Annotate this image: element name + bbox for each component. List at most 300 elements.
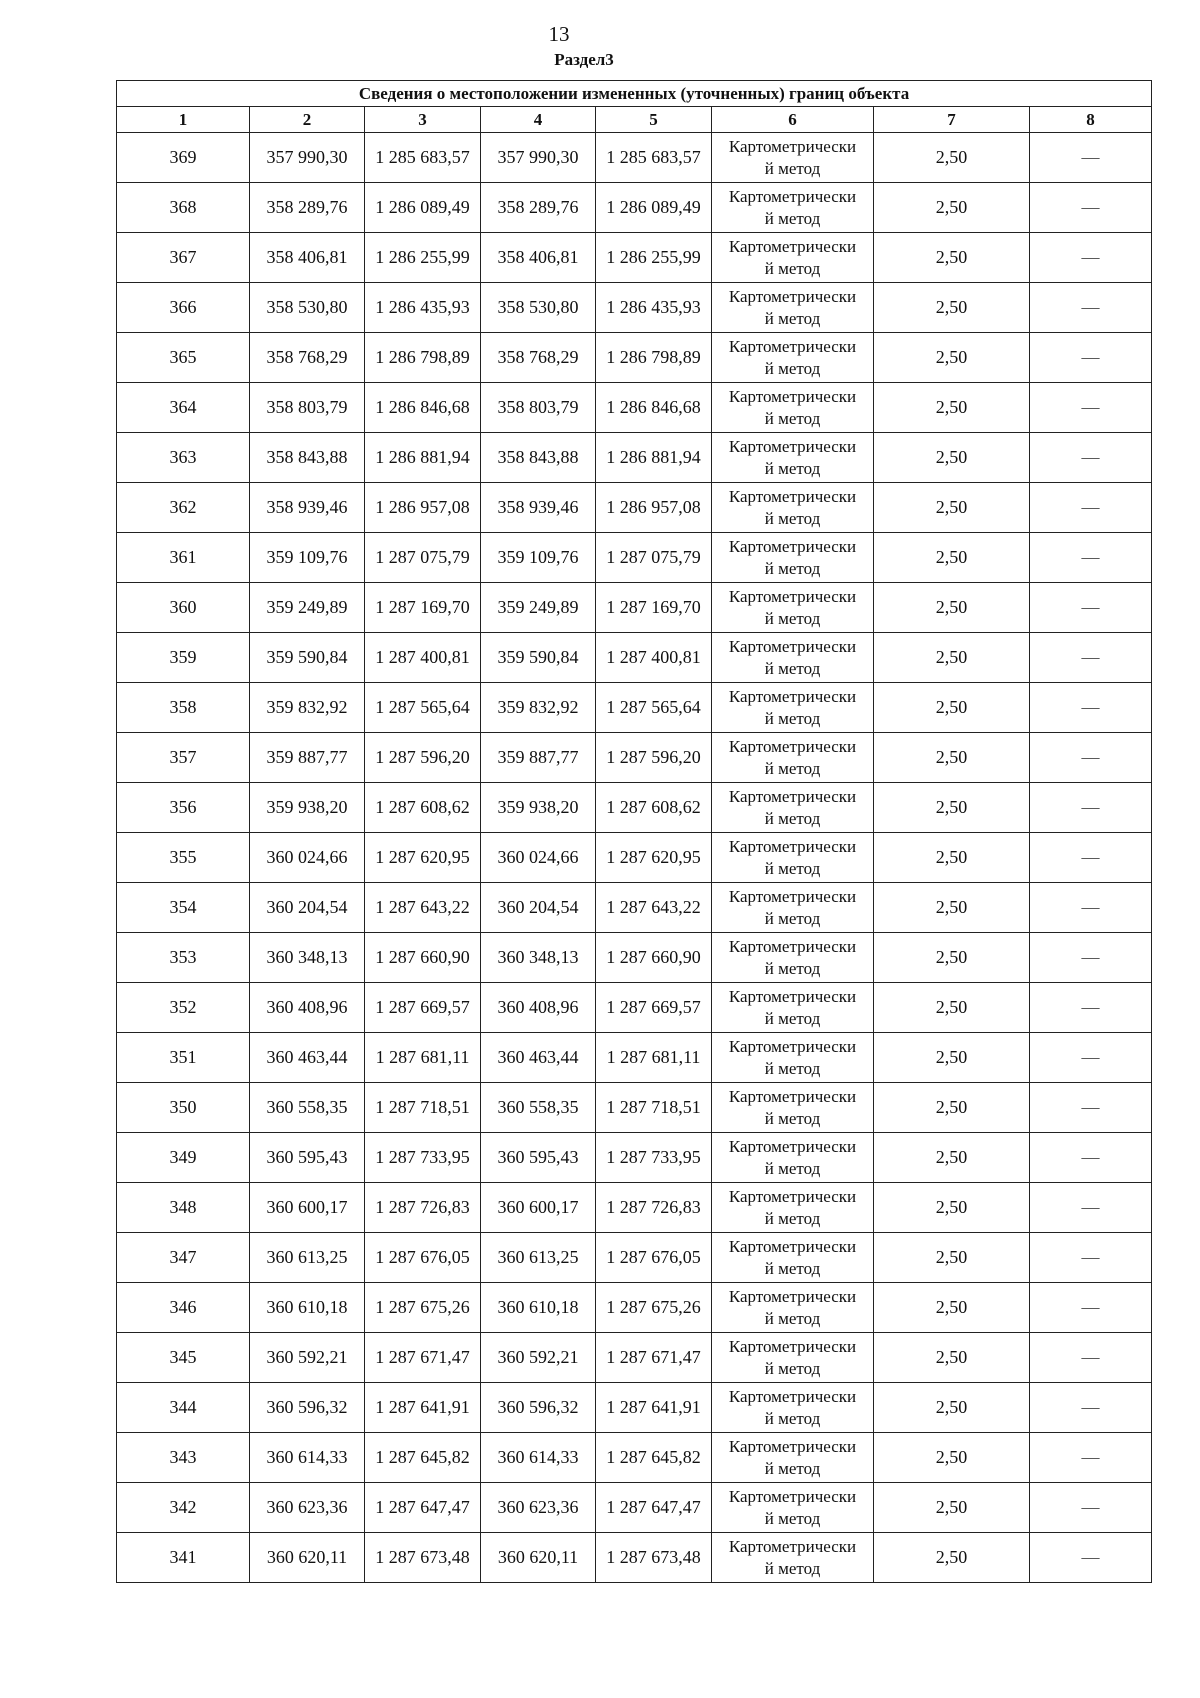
point-number-cell: 360 — [117, 583, 250, 633]
y-updated-cell: 1 286 089,49 — [596, 183, 712, 233]
method-cell — [712, 1383, 874, 1433]
x-existing-cell: 360 204,54 — [250, 883, 365, 933]
x-updated-cell: 360 623,36 — [481, 1483, 596, 1533]
y-existing-cell: 1 286 089,49 — [365, 183, 481, 233]
y-updated-cell: 1 287 733,95 — [596, 1133, 712, 1183]
point-number-cell: 363 — [117, 433, 250, 483]
description-cell: — — [1030, 833, 1152, 883]
x-existing-cell: 360 463,44 — [250, 1033, 365, 1083]
description-cell: — — [1030, 1533, 1152, 1583]
point-number-cell: 352 — [117, 983, 250, 1033]
y-updated-cell: 1 287 075,79 — [596, 533, 712, 583]
y-updated-cell: 1 287 681,11 — [596, 1033, 712, 1083]
column-number: 2 — [250, 107, 365, 133]
point-number-cell: 349 — [117, 1133, 250, 1183]
x-existing-cell: 358 530,80 — [250, 283, 365, 333]
x-existing-cell: 358 803,79 — [250, 383, 365, 433]
x-existing-cell: 360 348,13 — [250, 933, 365, 983]
method-cell — [712, 1083, 874, 1133]
method-line-2: й метод — [764, 1208, 821, 1228]
table-body — [117, 133, 1152, 1583]
point-number-cell: 369 — [117, 133, 250, 183]
y-existing-cell: 1 287 596,20 — [365, 733, 481, 783]
y-updated-cell: 1 287 643,22 — [596, 883, 712, 933]
point-number-cell: 359 — [117, 633, 250, 683]
method-line-2: й метод — [764, 208, 821, 228]
y-existing-cell: 1 287 643,22 — [365, 883, 481, 933]
description-cell: — — [1030, 933, 1152, 983]
method-cell — [712, 483, 874, 533]
x-existing-cell: 358 768,29 — [250, 333, 365, 383]
method-line-2: й метод — [764, 508, 821, 528]
accuracy-cell: 2,50 — [874, 633, 1030, 683]
y-existing-cell: 1 287 400,81 — [365, 633, 481, 683]
accuracy-cell: 2,50 — [874, 383, 1030, 433]
method-line-1: Картометрически — [728, 786, 857, 806]
accuracy-cell: 2,50 — [874, 733, 1030, 783]
y-updated-cell: 1 287 726,83 — [596, 1183, 712, 1233]
description-cell: — — [1030, 433, 1152, 483]
method-cell — [712, 133, 874, 183]
method-line-2: й метод — [764, 408, 821, 428]
description-cell: — — [1030, 1033, 1152, 1083]
x-updated-cell: 358 768,29 — [481, 333, 596, 383]
y-existing-cell: 1 285 683,57 — [365, 133, 481, 183]
method-line-1: Картометрически — [728, 1536, 857, 1556]
accuracy-cell: 2,50 — [874, 483, 1030, 533]
method-line-2: й метод — [764, 258, 821, 278]
method-line-2: й метод — [764, 158, 821, 178]
table-row — [117, 1183, 1152, 1233]
x-updated-cell: 359 832,92 — [481, 683, 596, 733]
method-line-1: Картометрически — [728, 1336, 857, 1356]
boundary-coordinates-table — [116, 80, 1152, 1583]
table-row — [117, 833, 1152, 883]
table-row — [117, 583, 1152, 633]
y-existing-cell: 1 287 681,11 — [365, 1033, 481, 1083]
description-cell: — — [1030, 883, 1152, 933]
method-line-1: Картометрически — [728, 1036, 857, 1056]
x-existing-cell: 360 610,18 — [250, 1283, 365, 1333]
table-row — [117, 1083, 1152, 1133]
x-existing-cell: 360 024,66 — [250, 833, 365, 883]
point-number-cell: 347 — [117, 1233, 250, 1283]
y-existing-cell: 1 286 255,99 — [365, 233, 481, 283]
description-cell: — — [1030, 1233, 1152, 1283]
description-cell: — — [1030, 133, 1152, 183]
y-existing-cell: 1 287 620,95 — [365, 833, 481, 883]
x-updated-cell: 360 463,44 — [481, 1033, 596, 1083]
x-updated-cell: 360 610,18 — [481, 1283, 596, 1333]
method-cell — [712, 333, 874, 383]
y-updated-cell: 1 287 641,91 — [596, 1383, 712, 1433]
table-row — [117, 883, 1152, 933]
method-line-2: й метод — [764, 1058, 821, 1078]
y-existing-cell: 1 287 169,70 — [365, 583, 481, 633]
x-existing-cell: 360 592,21 — [250, 1333, 365, 1383]
table-row — [117, 483, 1152, 533]
x-existing-cell: 360 408,96 — [250, 983, 365, 1033]
method-cell — [712, 1233, 874, 1283]
method-line-2: й метод — [764, 1358, 821, 1378]
method-line-2: й метод — [764, 1458, 821, 1478]
method-line-2: й метод — [764, 1108, 821, 1128]
x-updated-cell: 360 204,54 — [481, 883, 596, 933]
method-cell — [712, 1433, 874, 1483]
accuracy-cell: 2,50 — [874, 583, 1030, 633]
method-line-1: Картометрически — [728, 636, 857, 656]
accuracy-cell: 2,50 — [874, 433, 1030, 483]
point-number-cell: 368 — [117, 183, 250, 233]
x-updated-cell: 358 803,79 — [481, 383, 596, 433]
accuracy-cell: 2,50 — [874, 1233, 1030, 1283]
table-row — [117, 183, 1152, 233]
x-updated-cell: 360 592,21 — [481, 1333, 596, 1383]
point-number-cell: 364 — [117, 383, 250, 433]
description-cell: — — [1030, 1083, 1152, 1133]
x-existing-cell: 358 406,81 — [250, 233, 365, 283]
method-line-2: й метод — [764, 808, 821, 828]
table-row — [117, 1333, 1152, 1383]
point-number-cell: 361 — [117, 533, 250, 583]
y-existing-cell: 1 287 641,91 — [365, 1383, 481, 1433]
point-number-cell: 367 — [117, 233, 250, 283]
method-line-1: Картометрически — [728, 1236, 857, 1256]
table-row — [117, 1533, 1152, 1583]
method-line-2: й метод — [764, 458, 821, 478]
table-row — [117, 1033, 1152, 1083]
x-updated-cell: 359 938,20 — [481, 783, 596, 833]
accuracy-cell: 2,50 — [874, 933, 1030, 983]
y-existing-cell: 1 286 881,94 — [365, 433, 481, 483]
method-cell — [712, 933, 874, 983]
method-line-2: й метод — [764, 1558, 821, 1578]
column-number: 4 — [481, 107, 596, 133]
point-number-cell: 351 — [117, 1033, 250, 1083]
y-updated-cell: 1 287 645,82 — [596, 1433, 712, 1483]
y-updated-cell: 1 287 673,48 — [596, 1533, 712, 1583]
method-line-1: Картометрически — [728, 886, 857, 906]
accuracy-cell: 2,50 — [874, 1483, 1030, 1533]
y-existing-cell: 1 286 435,93 — [365, 283, 481, 333]
x-updated-cell: 359 590,84 — [481, 633, 596, 683]
x-updated-cell: 357 990,30 — [481, 133, 596, 183]
description-cell: — — [1030, 1283, 1152, 1333]
column-number: 7 — [874, 107, 1030, 133]
x-updated-cell: 359 249,89 — [481, 583, 596, 633]
point-number-cell: 366 — [117, 283, 250, 333]
y-existing-cell: 1 286 846,68 — [365, 383, 481, 433]
table-row — [117, 383, 1152, 433]
point-number-cell: 354 — [117, 883, 250, 933]
section-title: Раздел3 — [554, 50, 614, 69]
method-cell — [712, 1533, 874, 1583]
method-cell — [712, 433, 874, 483]
description-cell: — — [1030, 1133, 1152, 1183]
description-cell: — — [1030, 383, 1152, 433]
x-existing-cell: 359 887,77 — [250, 733, 365, 783]
column-number: 3 — [365, 107, 481, 133]
method-line-1: Картометрически — [728, 136, 857, 156]
column-number: 1 — [117, 107, 250, 133]
x-existing-cell: 360 600,17 — [250, 1183, 365, 1233]
x-existing-cell: 359 590,84 — [250, 633, 365, 683]
x-updated-cell: 360 613,25 — [481, 1233, 596, 1283]
x-updated-cell: 360 408,96 — [481, 983, 596, 1033]
y-updated-cell: 1 285 683,57 — [596, 133, 712, 183]
table-row — [117, 1433, 1152, 1483]
accuracy-cell: 2,50 — [874, 233, 1030, 283]
description-cell: — — [1030, 1433, 1152, 1483]
x-updated-cell: 360 348,13 — [481, 933, 596, 983]
accuracy-cell: 2,50 — [874, 1433, 1030, 1483]
method-cell — [712, 583, 874, 633]
column-number: 8 — [1030, 107, 1152, 133]
accuracy-cell: 2,50 — [874, 1033, 1030, 1083]
y-updated-cell: 1 286 255,99 — [596, 233, 712, 283]
y-updated-cell: 1 286 798,89 — [596, 333, 712, 383]
x-existing-cell: 360 558,35 — [250, 1083, 365, 1133]
method-line-1: Картометрически — [728, 836, 857, 856]
y-existing-cell: 1 286 957,08 — [365, 483, 481, 533]
x-existing-cell: 358 939,46 — [250, 483, 365, 533]
method-cell — [712, 1033, 874, 1083]
x-existing-cell: 359 109,76 — [250, 533, 365, 583]
point-number-cell: 346 — [117, 1283, 250, 1333]
description-cell: — — [1030, 333, 1152, 383]
point-number-cell: 344 — [117, 1383, 250, 1433]
point-number-cell: 353 — [117, 933, 250, 983]
y-existing-cell: 1 287 673,48 — [365, 1533, 481, 1583]
table-row — [117, 1133, 1152, 1183]
method-line-2: й метод — [764, 1258, 821, 1278]
method-cell — [712, 383, 874, 433]
description-cell: — — [1030, 983, 1152, 1033]
accuracy-cell: 2,50 — [874, 183, 1030, 233]
table-row — [117, 1483, 1152, 1533]
y-updated-cell: 1 287 676,05 — [596, 1233, 712, 1283]
method-cell — [712, 683, 874, 733]
method-line-1: Картометрически — [728, 1436, 857, 1456]
method-cell — [712, 633, 874, 683]
method-line-1: Картометрически — [728, 336, 857, 356]
accuracy-cell: 2,50 — [874, 983, 1030, 1033]
y-updated-cell: 1 287 169,70 — [596, 583, 712, 633]
method-line-2: й метод — [764, 1158, 821, 1178]
method-line-2: й метод — [764, 858, 821, 878]
method-line-1: Картометрически — [728, 286, 857, 306]
description-cell: — — [1030, 1183, 1152, 1233]
column-number: 5 — [596, 107, 712, 133]
accuracy-cell: 2,50 — [874, 1383, 1030, 1433]
method-line-1: Картометрически — [728, 736, 857, 756]
table-row — [117, 733, 1152, 783]
y-existing-cell: 1 287 645,82 — [365, 1433, 481, 1483]
method-cell — [712, 233, 874, 283]
method-line-1: Картометрически — [728, 436, 857, 456]
y-updated-cell: 1 287 647,47 — [596, 1483, 712, 1533]
table-row — [117, 1283, 1152, 1333]
method-cell — [712, 983, 874, 1033]
x-updated-cell: 360 600,17 — [481, 1183, 596, 1233]
method-cell — [712, 883, 874, 933]
method-cell — [712, 1483, 874, 1533]
table-row — [117, 333, 1152, 383]
x-existing-cell: 358 289,76 — [250, 183, 365, 233]
description-cell: — — [1030, 683, 1152, 733]
y-updated-cell: 1 286 957,08 — [596, 483, 712, 533]
x-existing-cell: 358 843,88 — [250, 433, 365, 483]
accuracy-cell: 2,50 — [874, 1083, 1030, 1133]
table-row — [117, 1233, 1152, 1283]
x-existing-cell: 360 613,25 — [250, 1233, 365, 1283]
x-existing-cell: 359 249,89 — [250, 583, 365, 633]
point-number-cell: 343 — [117, 1433, 250, 1483]
description-cell: — — [1030, 533, 1152, 583]
y-existing-cell: 1 287 565,64 — [365, 683, 481, 733]
table-row — [117, 283, 1152, 333]
y-updated-cell: 1 287 400,81 — [596, 633, 712, 683]
accuracy-cell: 2,50 — [874, 133, 1030, 183]
method-cell — [712, 783, 874, 833]
y-updated-cell: 1 286 881,94 — [596, 433, 712, 483]
y-updated-cell: 1 287 671,47 — [596, 1333, 712, 1383]
y-updated-cell: 1 286 435,93 — [596, 283, 712, 333]
description-cell: — — [1030, 583, 1152, 633]
accuracy-cell: 2,50 — [874, 1283, 1030, 1333]
method-line-2: й метод — [764, 958, 821, 978]
method-line-2: й метод — [764, 1408, 821, 1428]
description-cell: — — [1030, 183, 1152, 233]
method-line-1: Картометрически — [728, 1286, 857, 1306]
accuracy-cell: 2,50 — [874, 833, 1030, 883]
accuracy-cell: 2,50 — [874, 1183, 1030, 1233]
x-updated-cell: 360 595,43 — [481, 1133, 596, 1183]
table-row — [117, 683, 1152, 733]
y-updated-cell: 1 287 660,90 — [596, 933, 712, 983]
point-number-cell: 365 — [117, 333, 250, 383]
point-number-cell: 345 — [117, 1333, 250, 1383]
table-row — [117, 233, 1152, 283]
accuracy-cell: 2,50 — [874, 533, 1030, 583]
method-line-2: й метод — [764, 1308, 821, 1328]
x-existing-cell: 360 595,43 — [250, 1133, 365, 1183]
y-existing-cell: 1 287 671,47 — [365, 1333, 481, 1383]
method-line-2: й метод — [764, 358, 821, 378]
method-cell — [712, 183, 874, 233]
table-row — [117, 133, 1152, 183]
y-existing-cell: 1 287 675,26 — [365, 1283, 481, 1333]
method-line-1: Картометрически — [728, 186, 857, 206]
y-existing-cell: 1 287 647,47 — [365, 1483, 481, 1533]
table-row — [117, 633, 1152, 683]
accuracy-cell: 2,50 — [874, 333, 1030, 383]
point-number-cell: 348 — [117, 1183, 250, 1233]
x-existing-cell: 360 623,36 — [250, 1483, 365, 1533]
point-number-cell: 342 — [117, 1483, 250, 1533]
method-line-2: й метод — [764, 758, 821, 778]
method-line-2: й метод — [764, 1508, 821, 1528]
method-line-2: й метод — [764, 558, 821, 578]
method-cell — [712, 283, 874, 333]
method-line-1: Картометрически — [728, 1186, 857, 1206]
x-existing-cell: 357 990,30 — [250, 133, 365, 183]
x-updated-cell: 359 887,77 — [481, 733, 596, 783]
method-line-1: Картометрически — [728, 386, 857, 406]
method-cell — [712, 1133, 874, 1183]
method-line-1: Картометрически — [728, 1486, 857, 1506]
x-updated-cell: 360 558,35 — [481, 1083, 596, 1133]
description-cell: — — [1030, 483, 1152, 533]
description-cell: — — [1030, 1333, 1152, 1383]
x-updated-cell: 358 939,46 — [481, 483, 596, 533]
method-line-1: Картометрически — [728, 236, 857, 256]
description-cell: — — [1030, 783, 1152, 833]
x-updated-cell: 358 289,76 — [481, 183, 596, 233]
method-cell — [712, 1283, 874, 1333]
method-line-1: Картометрически — [728, 1386, 857, 1406]
y-updated-cell: 1 287 565,64 — [596, 683, 712, 733]
table-row — [117, 783, 1152, 833]
method-line-1: Картометрически — [728, 586, 857, 606]
method-cell — [712, 833, 874, 883]
method-line-1: Картометрически — [728, 986, 857, 1006]
method-line-1: Картометрически — [728, 536, 857, 556]
point-number-cell: 356 — [117, 783, 250, 833]
method-line-1: Картометрически — [728, 486, 857, 506]
y-existing-cell: 1 287 718,51 — [365, 1083, 481, 1133]
table-row — [117, 933, 1152, 983]
method-line-2: й метод — [764, 1008, 821, 1028]
method-cell — [712, 733, 874, 783]
x-updated-cell: 360 614,33 — [481, 1433, 596, 1483]
y-existing-cell: 1 287 733,95 — [365, 1133, 481, 1183]
method-line-2: й метод — [764, 608, 821, 628]
table-row — [117, 1383, 1152, 1433]
table-title-row — [117, 81, 1152, 107]
point-number-cell: 350 — [117, 1083, 250, 1133]
description-cell: — — [1030, 283, 1152, 333]
method-line-2: й метод — [764, 708, 821, 728]
y-updated-cell: 1 287 620,95 — [596, 833, 712, 883]
method-cell — [712, 533, 874, 583]
accuracy-cell: 2,50 — [874, 1333, 1030, 1383]
description-cell: — — [1030, 733, 1152, 783]
y-updated-cell: 1 287 675,26 — [596, 1283, 712, 1333]
method-line-1: Картометрически — [728, 1136, 857, 1156]
y-existing-cell: 1 287 075,79 — [365, 533, 481, 583]
column-number-row — [117, 107, 1152, 133]
method-line-1: Картометрически — [728, 936, 857, 956]
table-row — [117, 983, 1152, 1033]
point-number-cell: 355 — [117, 833, 250, 883]
method-line-2: й метод — [764, 658, 821, 678]
y-updated-cell: 1 287 608,62 — [596, 783, 712, 833]
x-updated-cell: 358 530,80 — [481, 283, 596, 333]
x-updated-cell: 360 596,32 — [481, 1383, 596, 1433]
x-updated-cell: 360 024,66 — [481, 833, 596, 883]
point-number-cell: 357 — [117, 733, 250, 783]
point-number-cell: 358 — [117, 683, 250, 733]
y-existing-cell: 1 287 608,62 — [365, 783, 481, 833]
description-cell: — — [1030, 233, 1152, 283]
x-existing-cell: 359 832,92 — [250, 683, 365, 733]
y-updated-cell: 1 287 718,51 — [596, 1083, 712, 1133]
x-updated-cell: 358 843,88 — [481, 433, 596, 483]
x-updated-cell: 360 620,11 — [481, 1533, 596, 1583]
accuracy-cell: 2,50 — [874, 1533, 1030, 1583]
y-updated-cell: 1 286 846,68 — [596, 383, 712, 433]
